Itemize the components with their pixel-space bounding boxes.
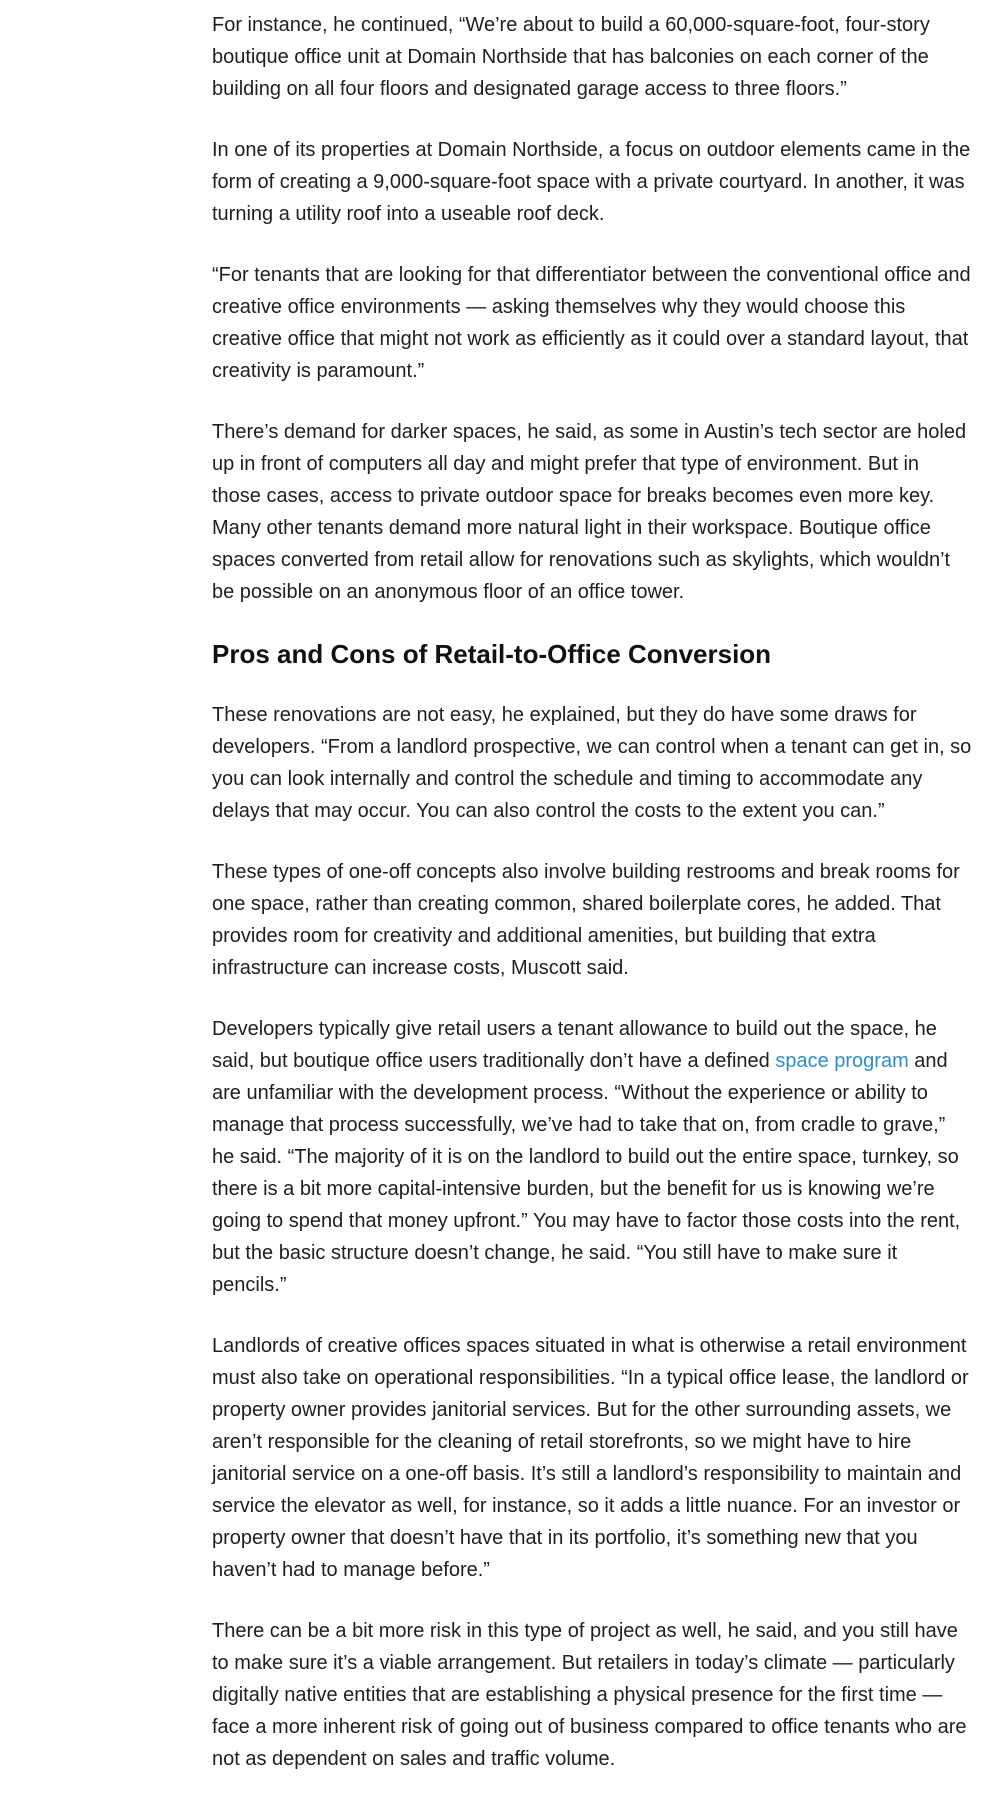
paragraph-darker-spaces: There’s demand for darker spaces, he said, as some in Austin’s tech sector are holed up in front of computers all day and might prefer that type of environment. But in those cases, access to private outdoor space for breaks becomes even more key. Many other tenants demand more natural light in their workspace. Boutique office spaces converted from retail allow for renovations such as skylights, which wouldn’t be possible on an anonymous floor of an office tower. [212,421,967,603]
paragraph-text: and are unfamiliar with the development process. “Without the experience or ability to manage that process successfully, we’ve had to take that on, from cradle to grave,” he said. “The majority of it is on the landlord to build out the entire space, turnkey, so there is a bit more capital-intensive burden, but the benefit for us is knowing we’re going to spend that money upfront.” You may have to factor those costs into the rent, but the basic structure doesn’t change, he said. “You still have to make sure it pencils.” [212,1050,961,1296]
paragraph-renovation-draws: These renovations are not easy, he explained, but they do have some draws for developers. “From a landlord prospective, we can control when a tenant can get in, so you can look internally and control the schedule and timing to accommodate any delays that may occur. You can also control the costs to the extent you can.” [212,704,972,822]
paragraph-text: Developers typically give retail users a tenant allowance to build out the space, he said, but boutique office users traditionally don’t have a defined [212,1018,937,1072]
paragraph-risk: There can be a bit more risk in this type of project as well, he said, and you still have to make sure it’s a viable arrangement. But retailers in today’s climate — particularly digitally native entities that are establishing a physical presence for the first time — face a more inherent risk of going out of business compared to office tenants who are not as dependent on sales and traffic volume. [212,1620,967,1770]
paragraph-one-off-concepts: These types of one-off concepts also involve building restrooms and break rooms for one space, rather than creating common, shared boilerplate cores, he added. That provides room for creativity and additional amenities, but building that extra infrastructure can increase costs, Muscott said. [212,861,960,979]
space-program-link[interactable]: space program [775,1050,909,1072]
paragraph-domain-northside-build: For instance, he continued, “We’re about to build a 60,000-square-foot, four-story boutique office unit at Domain Northside that has balconies on each corner of the building on all four floors and designated garage access to three floors.” [212,14,930,100]
paragraph-courtyard-roof-deck: In one of its properties at Domain Northside, a focus on outdoor elements came in the form of creating a 9,000-square-foot space with a private courtyard. In another, it was turning a utility roof into a useable roof deck. [212,139,971,225]
article-body [212,9,972,1804]
section-heading: Pros and Cons of Retail-to-Office Conversion [212,639,772,669]
paragraph-operational-responsibilities: Landlords of creative offices spaces situated in what is otherwise a retail environment must also take on operational responsibilities. “In a typical office lease, the landlord or property owner provides janitorial services. But for the other surrounding assets, we aren’t responsible for the cleaning of retail storefronts, so we might have to hire janitorial service on a one-off basis. It’s still a landlord’s responsibility to maintain and service the elevator as well, for instance, so it adds a little nuance. For an investor or property owner that doesn’t have that in its portfolio, it’s something new that you haven’t had to manage before.” [212,1335,969,1581]
paragraph-tenant-allowance [212,1013,972,1301]
paragraph-tenant-quote: “For tenants that are looking for that differentiator between the conventional office and creative office environments — asking themselves why they would choose this creative office that might not work as efficiently as it could over a standard layout, that creativity is paramount.” [212,264,971,382]
